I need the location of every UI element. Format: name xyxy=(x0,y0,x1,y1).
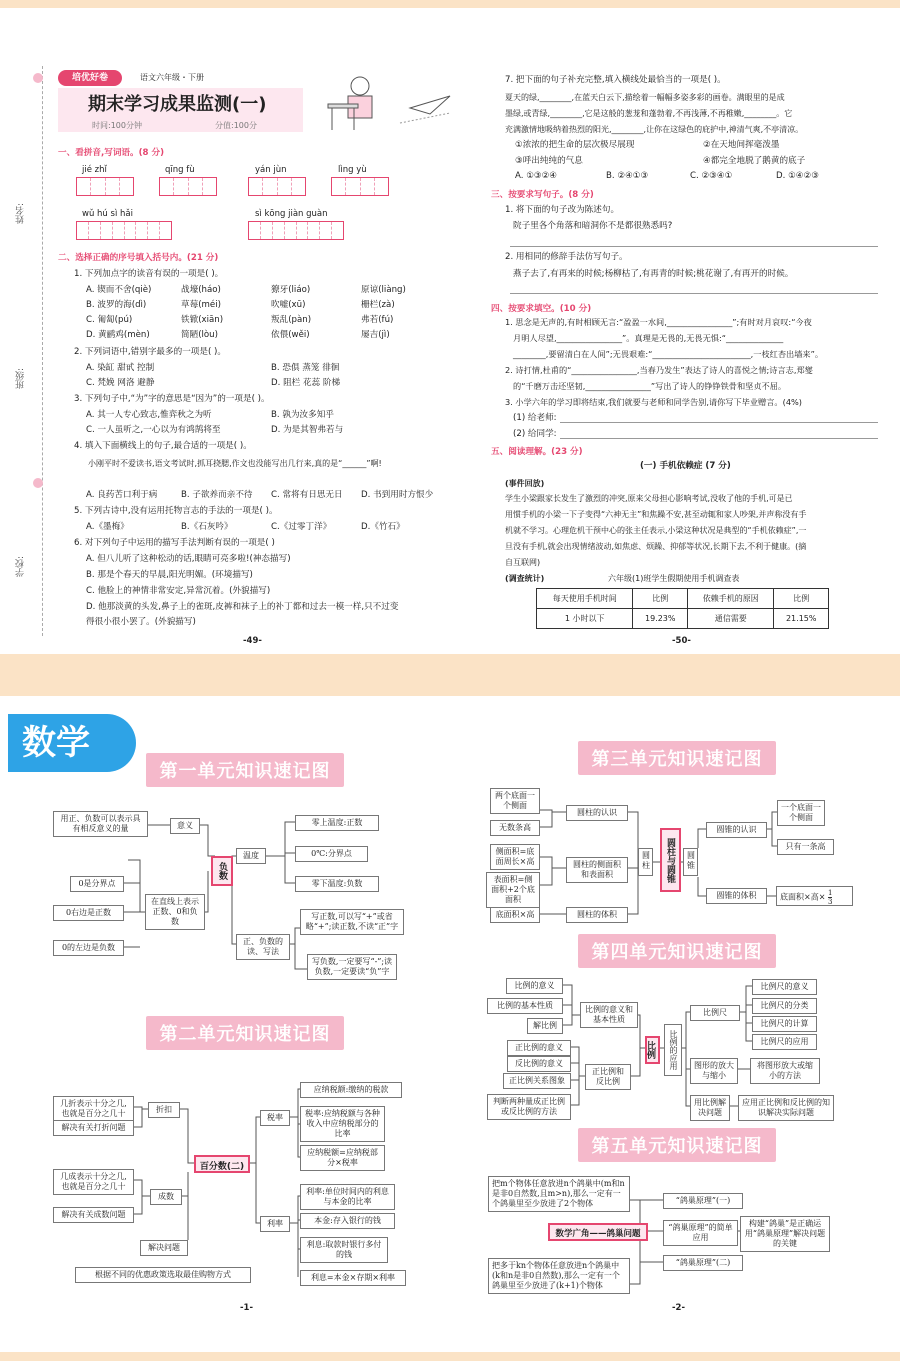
pinyin: wǔ hú sì hǎi xyxy=(82,209,133,219)
unit-3-banner: 第三单元知识速记图 xyxy=(578,741,776,775)
map-node: 正、负数的读、写法 xyxy=(236,934,290,960)
map-node: 将图形放大或缩小的方法 xyxy=(750,1058,820,1084)
passage: 机就不学习。心理危机干预中心的张主任表示,小梁这种状况是典型的“手机依赖症”,一 xyxy=(505,526,807,535)
map-node: 圆柱的体积 xyxy=(566,907,628,923)
option: 屡吉(jì) xyxy=(361,330,390,340)
map-node: 0℃:分界点 xyxy=(295,846,368,862)
section-1-title: 一、看拼音,写词语。(8 分) xyxy=(58,148,165,158)
table-cell: 19.23% xyxy=(633,609,688,629)
option: 铁锨(xiān) xyxy=(181,315,224,325)
map-node: 比例尺的意义 xyxy=(752,979,817,995)
map-node: 本金:存入银行的钱 xyxy=(300,1213,395,1229)
name-label: 姓名: xyxy=(16,203,26,225)
map-node: 用正、负数可以表示具有相反意义的量 xyxy=(53,811,148,837)
map-node: 解决问题 xyxy=(140,1240,188,1256)
pinyin: sì kōng jiàn guàn xyxy=(255,209,328,219)
answer-line[interactable] xyxy=(560,438,878,439)
page-number: -1- xyxy=(240,1303,253,1313)
map-node: 圆柱的侧面积和表面积 xyxy=(566,857,628,883)
passage: 夏天的绿,________,在蓝天白云下,描绘着一幅幅多姿多彩的画卷。满眼里的是成 xyxy=(505,93,785,102)
option: C. ②③④① xyxy=(690,171,733,181)
formula-text: 底面积×高× xyxy=(780,892,826,902)
numerator: 1 xyxy=(827,889,833,897)
time-info: 时间:100分钟 xyxy=(92,121,142,130)
survey-table xyxy=(536,588,829,629)
writing-grid[interactable] xyxy=(331,177,389,196)
table-header: 比例 xyxy=(774,589,829,609)
map-node: 0右边是正数 xyxy=(53,905,124,921)
map-node: 比例的意义和基本性质 xyxy=(580,1002,638,1028)
class-label: 班级: xyxy=(16,368,26,390)
answer-line[interactable] xyxy=(510,293,878,294)
unit-2-hub: 百分数(二) xyxy=(194,1155,250,1173)
score-info: 分值:100分 xyxy=(215,121,257,130)
question: 3. 小学六年的学习即将结束,我们就要与老师和同学告别,请你写下毕业赠言。(4%) xyxy=(505,397,802,407)
option: 依偎(wěi) xyxy=(271,330,310,340)
fill-line: 的“千磨万击还坚韧,________________”写出了诗人的铮铮铁骨和坚贞不屈。 xyxy=(513,381,787,391)
choice: ②在天地间挥毫泼墨 xyxy=(703,140,780,150)
question: 4. 填入下面横线上的句子,最合适的一项是( )。 xyxy=(74,441,252,451)
exam-spread xyxy=(0,8,900,654)
grade-tag: 语文六年级・下册 xyxy=(140,73,204,82)
passage: 学生小梁跟家长发生了激烈的冲突,原来父母担心影响考试,没收了他的手机,可是已 xyxy=(505,494,793,503)
question: 1. 将下面的句子改为陈述句。 xyxy=(505,205,620,215)
map-node: 比例尺的分类 xyxy=(752,998,817,1014)
option: 栅栏(zà) xyxy=(361,300,395,310)
fill-line: ________,要留清白在人间”;无畏艰难:“________________________,一枝红杏出墙来”。 xyxy=(513,349,824,359)
option: B. 孰为汝多知乎 xyxy=(271,410,334,420)
map-node: 利息=本金×存期×利率 xyxy=(300,1270,406,1286)
map-node: 只有一条高 xyxy=(777,839,834,855)
table-header: 每天使用手机时间 xyxy=(537,589,633,609)
writing-grid[interactable] xyxy=(76,221,172,240)
map-node: 比例的基本性质 xyxy=(487,998,563,1014)
table-cell: 1 小时以下 xyxy=(537,609,633,629)
fill-line: 月明人尽望,________________”。真理是无畏的,无畏无惧:“______________ xyxy=(513,333,784,343)
map-node: 利率 xyxy=(260,1216,290,1232)
map-node: 用比例解决问题 xyxy=(690,1095,730,1121)
passage: 自互联网) xyxy=(505,558,541,567)
question: 5. 下列古诗中,没有运用托物言志的手法的一项是( )。 xyxy=(74,506,278,516)
map-node: “鸽巢原理”(二) xyxy=(663,1255,743,1271)
map-node: 正比例的意义 xyxy=(507,1040,571,1056)
choice: ③呼出纯纯的气息 xyxy=(515,156,583,166)
map-node: 把多于kn个物体任意放进n个鸽巢中(k和n是非0自然数),那么一定有一个鸽巢里至少放进了(k+1)个物体 xyxy=(488,1258,630,1294)
badge: 培优好卷 xyxy=(58,70,122,86)
passage: 墨绿,或青绿,________,它是这般的葱茏和蓬勃着,不再浅薄,不再稚嫩,________。它 xyxy=(505,109,793,118)
option: D. 黄鹂鸡(mèn) xyxy=(86,330,150,340)
map-node: 把m个物体任意放进n个鸽巢中(m和n是非0自然数,且m>n),那么一定有一个鸽巢里至少放进了2个物体 xyxy=(488,1176,630,1212)
map-node: 反比例的意义 xyxy=(507,1056,571,1072)
map-node: 表面积=侧面积+2个底面积 xyxy=(486,872,540,908)
map-node: 圆柱 xyxy=(638,848,653,876)
quote: 小刚平时不爱读书,语文考试时,抓耳挠腮,作文也没能写出几行来,真的是“______”啊! xyxy=(88,459,382,468)
option: D. 书到用时方恨少 xyxy=(361,490,434,500)
option: C. 梵娩 网洛 避静 xyxy=(86,378,155,388)
question: 2. 用相同的修辞手法仿写句子。 xyxy=(505,252,628,262)
choice: ①浓浓的把生命的层次极尽展现 xyxy=(515,140,635,150)
option: D. ①④②③ xyxy=(776,171,819,181)
map-node: 解决有关打折问题 xyxy=(53,1120,134,1136)
section-4-title: 四、按要求填空。(10 分) xyxy=(491,304,592,314)
map-node: 解决有关成数问题 xyxy=(53,1207,134,1223)
question: 2. 下列词语中,错别字最多的一项是( )。 xyxy=(74,347,227,357)
subject-title: 数学 xyxy=(8,714,136,772)
map-node: 解比例 xyxy=(527,1018,563,1034)
fraction xyxy=(828,889,832,906)
map-node: 底面积×高 xyxy=(490,907,540,923)
binding-line xyxy=(42,66,43,636)
option: A.《墨梅》 xyxy=(86,522,129,532)
map-node: 应纳税额=应纳税部分×税率 xyxy=(300,1145,385,1171)
option: C. 匍匐(pú) xyxy=(86,315,133,325)
option: A. ①③②④ xyxy=(515,171,558,181)
option: C. 他脸上的神情非常安定,异常沉着。(外貌描写) xyxy=(86,586,271,596)
unit-1-banner: 第一单元知识速记图 xyxy=(146,753,344,787)
unit-1-hub: 负数 xyxy=(211,856,233,886)
map-node: 比例的应用 xyxy=(664,1024,682,1076)
option: 弗若(fú) xyxy=(361,315,394,325)
map-node: 几折表示十分之几,也就是百分之几十 xyxy=(53,1096,134,1122)
sentence: 院子里各个角落和暗洞你不是都很熟悉吗? xyxy=(513,221,673,231)
map-node: 比例尺的应用 xyxy=(752,1034,817,1050)
page-number: -50- xyxy=(672,636,691,646)
sentence: 燕子去了,有再来的时候;杨柳枯了,有再青的时候;桃花谢了,有再开的时候。 xyxy=(513,269,794,279)
pinyin: lìng yù xyxy=(338,165,367,175)
math-spread xyxy=(0,696,900,1352)
section-2-title: 二、选择正确的序号填入括号内。(21 分) xyxy=(58,253,219,263)
exam-title: 期末学习成果监测(一) xyxy=(88,94,267,115)
table-header: 比例 xyxy=(633,589,688,609)
option: 獠牙(liáo) xyxy=(271,285,311,295)
writing-grid[interactable] xyxy=(159,177,217,196)
map-node: 几成表示十分之几,也就是百分之几十 xyxy=(53,1169,134,1195)
map-node: 一个底面一个侧面 xyxy=(777,800,825,826)
option: 吹嘘(xū) xyxy=(271,300,306,310)
map-node: 比例尺的计算 xyxy=(752,1016,817,1032)
answer-line[interactable] xyxy=(560,422,878,423)
option: C. 一人虽听之,一心以为有鸿鹄将至 xyxy=(86,425,221,435)
map-node: 利率:单位时间内的利息与本金的比率 xyxy=(300,1184,395,1210)
option: B. 那是个春天的早晨,阳光明媚。(环境描写) xyxy=(86,570,253,580)
reading-title: (一) 手机依赖症 (7 分) xyxy=(640,461,731,471)
map-node: 零下温度:负数 xyxy=(295,876,379,892)
map-node: 利息:取款时银行多付的钱 xyxy=(300,1237,388,1263)
map-node: “鸽巢原理”(一) xyxy=(663,1193,743,1209)
option: A. 锲而不舍(qiè) xyxy=(86,285,152,295)
option: B. 子欲养而亲不待 xyxy=(181,490,253,500)
map-node: 0是分界点 xyxy=(70,876,124,892)
map-node: 圆锥的体积 xyxy=(706,888,767,904)
map-node: 税率:应纳税额与各种收入中应纳税部分的比率 xyxy=(300,1106,385,1142)
binding-dot xyxy=(33,73,43,83)
map-node: 意义 xyxy=(170,818,200,834)
pinyin: jié zhǐ xyxy=(82,165,107,175)
map-node: 圆锥的认识 xyxy=(706,822,767,838)
map-node: 比例尺 xyxy=(690,1005,740,1021)
map-node: 在直线上表示正数、0和负数 xyxy=(145,894,205,930)
map-node: 无数条高 xyxy=(490,820,540,836)
fill-label: (2) 给同学: xyxy=(513,429,557,439)
question: 6. 对下列句子中运用的描写手法判断有误的一项是( ) xyxy=(74,538,275,548)
option: B. 波罗的海(dì) xyxy=(86,300,147,310)
student-illustration xyxy=(300,68,460,136)
question: 1. 下列加点字的读音有误的一项是( )。 xyxy=(74,269,224,279)
writing-grid[interactable] xyxy=(248,221,344,240)
map-node: “鸽巢原理”的简单应用 xyxy=(663,1220,738,1246)
map-node: 写正数,可以写“+”或省略“+”;读正数,不读“正”字 xyxy=(300,909,404,935)
unit-3-hub: 圆柱与圆锥 xyxy=(660,828,681,892)
unit-5-hub: 数学广角——鸽巢问题 xyxy=(548,1223,648,1241)
unit-5-banner: 第五单元知识速记图 xyxy=(578,1128,776,1162)
page-number: -2- xyxy=(672,1303,685,1313)
option: A. 染缸 甜甙 控制 xyxy=(86,363,155,373)
map-node: 应用正比例和反比例的知识解决实际问题 xyxy=(738,1095,834,1121)
map-node: 0的左边是负数 xyxy=(53,940,124,956)
option: 叛乱(pàn) xyxy=(271,315,312,325)
option: 得很小很小罢了。(外貌描写) xyxy=(86,617,196,627)
map-node: 侧面积=底面周长×高 xyxy=(490,844,540,870)
map-node: 圆锥 xyxy=(683,848,698,876)
option: C.《过零丁洋》 xyxy=(271,522,332,532)
option: A. 其一人专心致志,惟弈秋之为听 xyxy=(86,410,212,420)
map-node: 圆柱的认识 xyxy=(566,805,628,821)
map-node: 成数 xyxy=(150,1189,182,1205)
formula-node xyxy=(776,886,853,906)
map-node: 税率 xyxy=(260,1110,290,1126)
table-cell: 21.15% xyxy=(774,609,829,629)
page-number: -49- xyxy=(243,636,262,646)
table-caption: 六年级(1)班学生假期使用手机调查表 xyxy=(608,574,740,583)
map-node: 正比例关系图象 xyxy=(503,1073,571,1089)
binding-dot xyxy=(33,478,43,488)
table-header: 依赖手机的原因 xyxy=(688,589,774,609)
map-node: 折扣 xyxy=(148,1102,180,1118)
answer-line[interactable] xyxy=(510,246,878,247)
table-cell: 通信需要 xyxy=(688,609,774,629)
case-label: (事件回放) xyxy=(505,479,545,488)
map-node: 正比例和反比例 xyxy=(585,1064,631,1090)
option: B.《石灰吟》 xyxy=(181,522,233,532)
writing-grid[interactable] xyxy=(248,177,306,196)
writing-grid[interactable] xyxy=(76,177,134,196)
pinyin: yán jùn xyxy=(255,165,287,175)
map-node: 两个底面一个侧面 xyxy=(490,788,540,814)
map-node: 判断两种量成正比例或反比例的方法 xyxy=(487,1094,571,1120)
unit-4-banner: 第四单元知识速记图 xyxy=(578,934,776,968)
option: 原谅(liàng) xyxy=(361,285,406,295)
unit-2-banner: 第二单元知识速记图 xyxy=(146,1016,344,1050)
map-node: 根据不同的优惠政策选取最佳购物方式 xyxy=(75,1267,251,1283)
map-node: 图形的放大与缩小 xyxy=(690,1058,738,1084)
option: D. 他那淡黄的头发,鼻子上的雀斑,皮裤和袜子上的补丁都和过去一模一样,只不过变 xyxy=(86,602,399,612)
option: B. ②④①③ xyxy=(606,171,649,181)
map-node: 应纳税额:缴纳的税款 xyxy=(300,1082,402,1098)
passage: 充满激情地吸纳着热烈的阳光,________,让你在这绿色的庇护中,神清气爽,不亭清凉。 xyxy=(505,125,804,134)
survey-label: (调查统计) xyxy=(505,574,545,583)
option: 简陋(lòu) xyxy=(181,330,218,340)
question: 7. 把下面的句子补充完整,填入横线处最恰当的一项是( )。 xyxy=(505,75,726,85)
map-node: 零上温度:正数 xyxy=(295,815,379,831)
option: C. 常将有日思无日 xyxy=(271,490,343,500)
question: 3. 下列句子中,“为”字的意思是“因为”的一项是( )。 xyxy=(74,394,270,404)
option: D. 阻栏 花蕊 阶梯 xyxy=(271,378,341,388)
map-node: 构建“鸽巢”是正确运用“鸽巢原理”解决问题的关键 xyxy=(740,1216,830,1252)
pinyin: qīng fù xyxy=(165,165,195,175)
section-5-title: 五、阅读理解。(23 分) xyxy=(491,447,583,457)
option: D. 为是其智弗若与 xyxy=(271,425,344,435)
option: A. 但八儿听了这种松动的话,眼睛可亮多啦!(神态描写) xyxy=(86,554,291,564)
section-3-title: 三、按要求写句子。(8 分) xyxy=(491,190,594,200)
passage: 用惯手机的小梁一下子变得“六神无主”和焦躁不安,甚至动辄和家人吵架,并声称没有手 xyxy=(505,510,807,519)
option: A. 良药苦口利于病 xyxy=(86,490,158,500)
map-node: 比例的意义 xyxy=(506,978,563,994)
fill-label: (1) 给老师: xyxy=(513,413,557,423)
denominator: 3 xyxy=(827,898,833,906)
option: 草莓(méi) xyxy=(181,300,221,310)
map-node: 写负数,一定要写“-”;读负数,一定要读“负”字 xyxy=(307,954,397,980)
choice: ④都完全地脱了鹅黄的底子 xyxy=(703,156,806,166)
map-node: 温度 xyxy=(236,848,266,864)
fill-line: 1. 思念是无声的,有时相顾无言:“盈盈一水间,________________”;有时对月哀叹:“今夜 xyxy=(505,317,812,327)
option: D.《竹石》 xyxy=(361,522,405,532)
school-label: 学校: xyxy=(16,556,26,578)
passage: 旦没有手机,就会出现情绪波动,如焦虑、烦躁、抑郁等状况,长期下去,不利于健康。(摘 xyxy=(505,542,807,551)
option: B. 恐俱 蒸笼 徘徊 xyxy=(271,363,340,373)
fill-line: 2. 诗打情,杜甫的“________________,当春乃发生”表达了诗人的喜悦之情;诗言志,郑燮 xyxy=(505,365,813,375)
unit-4-hub: 比例 xyxy=(645,1036,660,1064)
option: 战壕(háo) xyxy=(181,285,221,295)
